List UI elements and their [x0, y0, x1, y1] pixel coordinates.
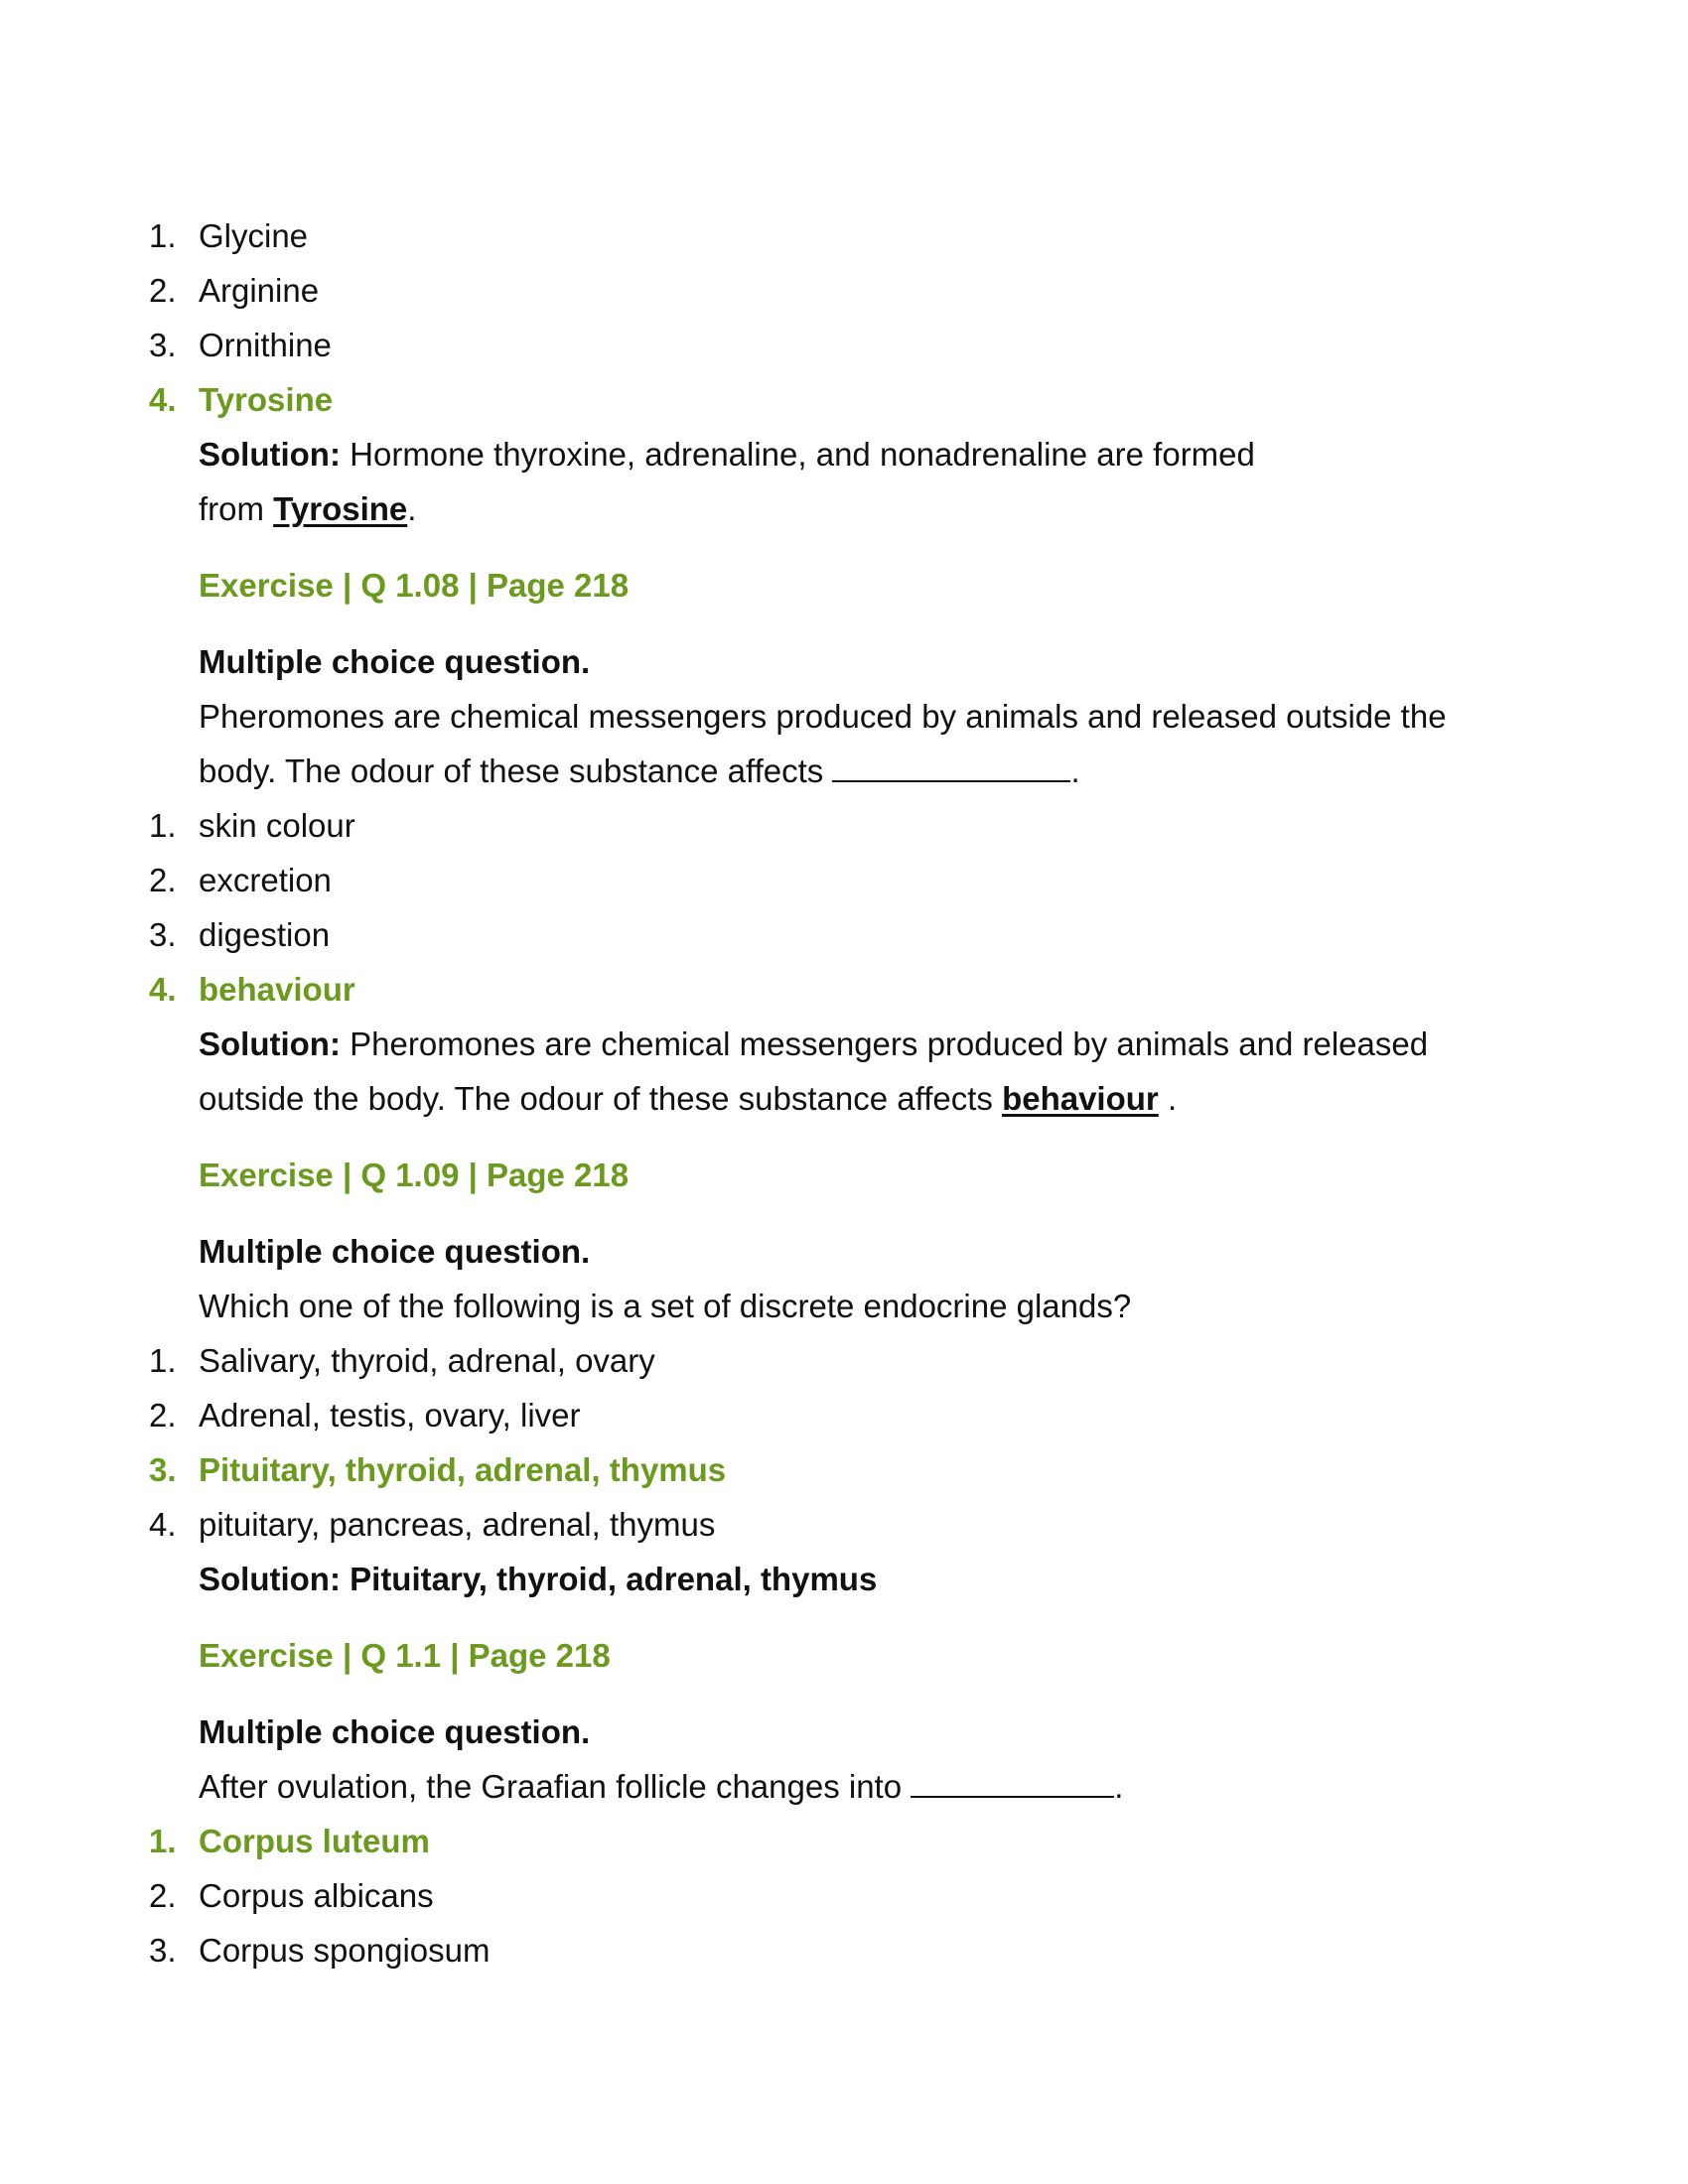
question-line: After ovulation, the Graafian follicle changes into: [199, 1768, 903, 1805]
page-content: [149, 208, 1539, 1978]
option-3: [149, 318, 1539, 372]
solution-end: .: [407, 490, 417, 527]
option-2: [149, 1868, 1539, 1923]
option-2: [149, 263, 1539, 318]
solution: [149, 1552, 1539, 1606]
solution-text: Pheromones are chemical messengers produced by animals and released: [350, 1025, 1429, 1062]
option-text: Arginine: [199, 272, 320, 309]
option-text: pituitary, pancreas, adrenal, thymus: [199, 1506, 716, 1543]
question-heading: Exercise | Q 1.08 | Page 218: [199, 567, 630, 604]
option-text: Tyrosine: [199, 381, 334, 418]
option-4-correct: [149, 372, 1539, 427]
option-number: 1.: [149, 807, 177, 844]
solution-text-pre: outside the body. The odour of these substance affects: [199, 1080, 993, 1117]
option-3: [149, 907, 1539, 962]
option-3-correct: [149, 1442, 1539, 1497]
option-2: [149, 853, 1539, 907]
option-text: Corpus spongiosum: [199, 1932, 491, 1969]
answer-blank: [911, 1762, 1114, 1798]
solution: [149, 427, 1539, 536]
question-heading: Exercise | Q 1.09 | Page 218: [199, 1157, 630, 1193]
option-text: behaviour: [199, 971, 355, 1008]
question-line: Pheromones are chemical messengers produced by animals and released outside the: [199, 698, 1447, 735]
option-4: [149, 1497, 1539, 1552]
solution-label: Solution:: [199, 1025, 341, 1062]
option-number: 2.: [149, 862, 177, 898]
option-number: 3.: [149, 1451, 177, 1488]
option-text: Adrenal, testis, ovary, liver: [199, 1397, 581, 1433]
option-1-correct: [149, 1814, 1539, 1868]
question-heading: Exercise | Q 1.1 | Page 218: [199, 1637, 611, 1674]
option-number: 2.: [149, 1397, 177, 1433]
question-type-label: Multiple choice question.: [199, 1713, 591, 1750]
question-text: Which one of the following is a set of discrete endocrine glands?: [199, 1288, 1132, 1324]
question-text: [149, 689, 1539, 798]
solution: [149, 1017, 1539, 1126]
question-end: .: [1070, 752, 1080, 789]
solution-answer: Tyrosine: [273, 490, 408, 527]
option-number: 3.: [149, 327, 177, 363]
option-number: 3.: [149, 1932, 177, 1969]
option-number: 2.: [149, 1877, 177, 1914]
option-text: Corpus albicans: [199, 1877, 434, 1914]
option-number: 2.: [149, 272, 177, 309]
question-end: .: [1114, 1768, 1124, 1805]
question-type-label: Multiple choice question.: [199, 1233, 591, 1270]
option-number: 1.: [149, 217, 177, 254]
option-number: 4.: [149, 381, 177, 418]
option-text: digestion: [199, 916, 331, 953]
solution-label: Solution:: [199, 436, 341, 473]
question-type-label: Multiple choice question.: [199, 643, 591, 680]
option-text: Pituitary, thyroid, adrenal, thymus: [199, 1451, 727, 1488]
option-text: Corpus luteum: [199, 1823, 430, 1859]
answer-blank: [832, 747, 1070, 782]
option-1: [149, 798, 1539, 853]
option-number: 3.: [149, 916, 177, 953]
option-text: excretion: [199, 862, 332, 898]
solution-end: .: [1167, 1080, 1178, 1117]
question-text: [149, 1759, 1539, 1814]
solution-text: Hormone thyroxine, adrenaline, and nonadrenaline are formed: [350, 436, 1255, 473]
option-text: Salivary, thyroid, adrenal, ovary: [199, 1342, 655, 1379]
option-1: [149, 208, 1539, 263]
option-text: skin colour: [199, 807, 355, 844]
option-text: Glycine: [199, 217, 309, 254]
solution-answer: Pituitary, thyroid, adrenal, thymus: [350, 1561, 878, 1597]
solution-label: Solution:: [199, 1561, 341, 1597]
solution-text-pre: from: [199, 490, 264, 527]
option-3: [149, 1923, 1539, 1978]
option-4-correct: [149, 962, 1539, 1017]
question-line: body. The odour of these substance affects: [199, 752, 824, 789]
option-2: [149, 1388, 1539, 1442]
option-number: 1.: [149, 1823, 177, 1859]
solution-answer: behaviour: [1002, 1080, 1159, 1117]
option-text: Ornithine: [199, 327, 332, 363]
option-1: [149, 1333, 1539, 1388]
option-number: 1.: [149, 1342, 177, 1379]
option-number: 4.: [149, 971, 177, 1008]
option-number: 4.: [149, 1506, 177, 1543]
